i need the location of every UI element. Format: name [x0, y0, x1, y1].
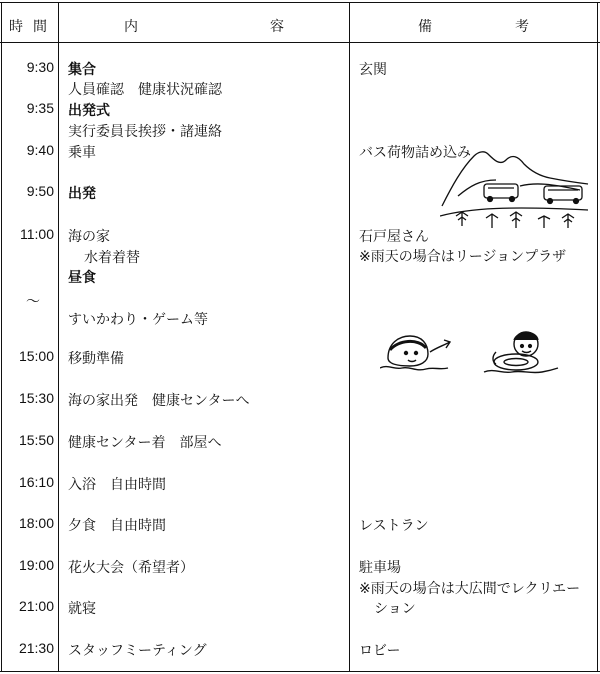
time-label: 19:00	[18, 557, 54, 573]
trees-icon	[456, 212, 574, 228]
content-text: 移動準備	[68, 351, 124, 367]
notes-column-divider	[349, 2, 350, 672]
note-text: 石戸屋さん	[359, 229, 429, 245]
content-text: 海の家	[68, 229, 110, 245]
time-label: 15:50	[18, 432, 54, 448]
note-text: ロビー	[359, 643, 401, 659]
header-divider	[0, 42, 600, 43]
time-label: 11:00	[20, 226, 54, 242]
note-text: ※雨天の場合は大広間でレクリエー	[359, 581, 581, 597]
time-column-divider	[58, 2, 59, 672]
header-time-char-1: 時	[9, 19, 23, 35]
note-text: レストラン	[359, 518, 429, 534]
time-label: 18:00	[18, 515, 54, 531]
header-notes-char-1: 備	[418, 19, 432, 35]
note-text: バス荷物詰め込み	[359, 145, 471, 161]
time-label: 9:35	[26, 100, 54, 116]
content-text: すいかわり・ゲーム等	[68, 312, 208, 328]
note-text: ション	[374, 601, 416, 617]
content-text: 水着着替	[84, 250, 140, 266]
content-text: 就寝	[68, 601, 96, 617]
time-label: 21:30	[18, 640, 54, 656]
content-text: 乗車	[68, 145, 96, 161]
time-range-tilde: 〜	[26, 294, 40, 310]
content-text: 夕食 自由時間	[68, 518, 166, 534]
header-content-char-2: 容	[270, 19, 284, 35]
note-text: 駐車場	[359, 560, 401, 576]
content-text: スタッフミーティング	[68, 643, 207, 659]
header-content-char-1: 内	[124, 19, 138, 35]
content-text: 人員確認 健康状況確認	[68, 82, 222, 98]
swimmer-left-icon	[380, 336, 450, 370]
time-label: 15:30	[18, 390, 54, 406]
content-text: 出発	[68, 186, 96, 202]
header-notes-char-2: 考	[515, 19, 529, 35]
content-text: 海の家出発 健康センターへ	[68, 393, 250, 409]
content-text: 健康センター着 部屋へ	[68, 435, 222, 451]
table-right-border	[597, 2, 598, 672]
note-text: ※雨天の場合はリージョンプラザ	[359, 249, 567, 265]
swimming-children-illustration	[380, 322, 560, 380]
time-label: 21:00	[18, 598, 54, 614]
content-text: 昼食	[68, 270, 96, 286]
note-text: 玄関	[359, 62, 387, 78]
time-label: 9:40	[26, 142, 54, 158]
time-label: 16:10	[18, 474, 54, 490]
table-bottom-border	[0, 671, 600, 672]
header-time-char-2: 間	[33, 19, 47, 35]
swimmer-right-icon	[484, 332, 558, 373]
content-text: 出発式	[68, 103, 110, 119]
content-text: 花火大会（希望者）	[68, 560, 194, 576]
time-label: 9:50	[26, 183, 54, 199]
time-label: 9:30	[26, 59, 54, 75]
time-label: 15:00	[18, 348, 54, 364]
content-text: 実行委員長挨拶・諸連絡	[68, 124, 222, 140]
table-top-border	[0, 2, 600, 3]
bus-mountain-illustration	[440, 146, 590, 232]
content-text: 集合	[68, 62, 96, 78]
content-text: 入浴 自由時間	[68, 477, 166, 493]
bus-icon	[484, 184, 518, 202]
